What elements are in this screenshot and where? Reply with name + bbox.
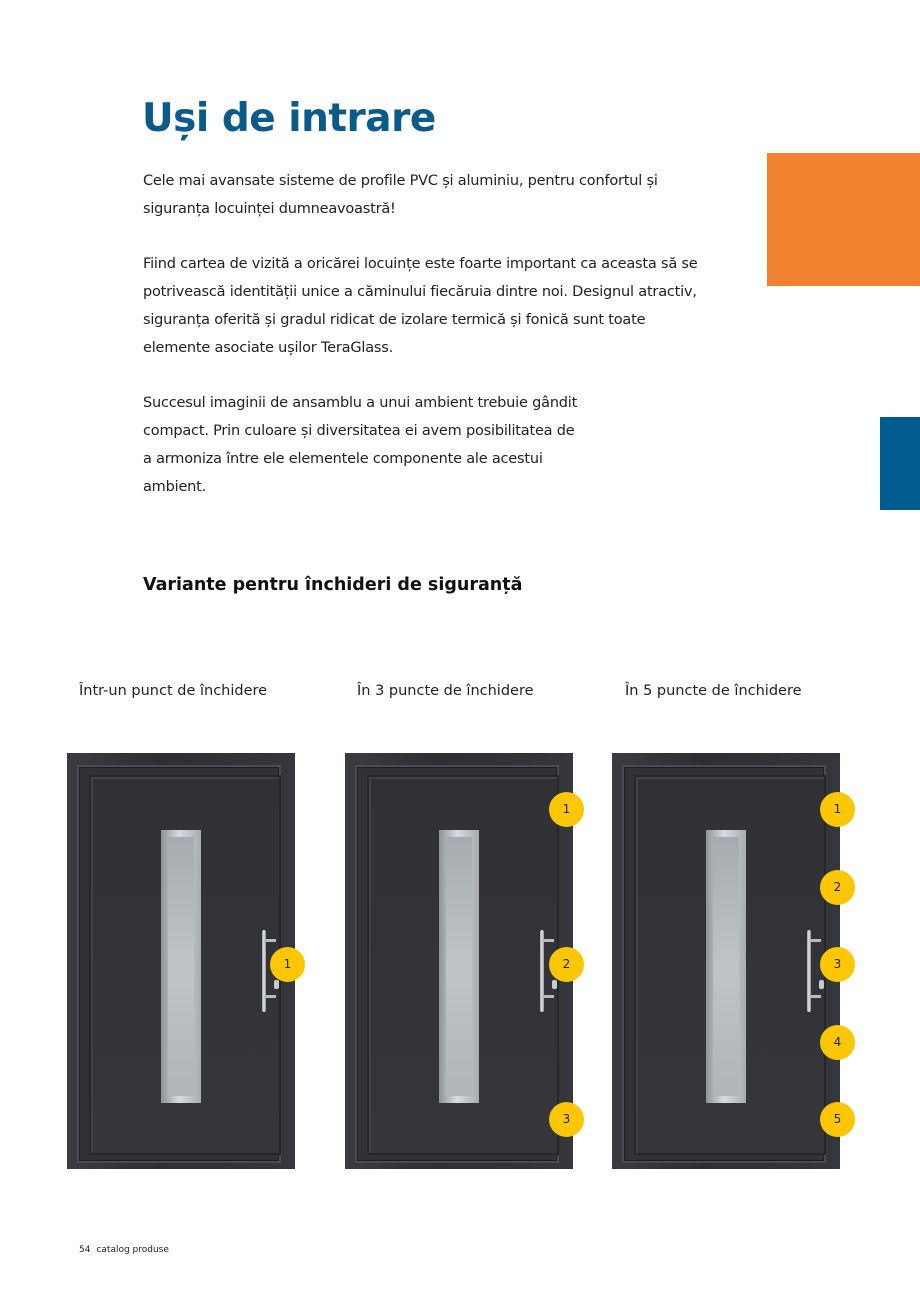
lock-cylinder <box>552 980 557 989</box>
description-paragraph: Fiind cartea de vizită a oricărei locuințe este foarte important ca aceasta să se potrivească identității unice a căminului fiecăruia dintre noi. Designul atractiv, siguranța oferită și gradul ridicat de izolare termică și fonică sunt toate elemente asociate ușilor TeraGlass. <box>143 256 698 356</box>
lock-point-marker: 5 <box>820 1102 855 1137</box>
door-image-5-points <box>612 753 840 1169</box>
glass-insert <box>706 830 746 1103</box>
variant-label-5-points: În 5 puncte de închidere <box>625 683 802 699</box>
handle-mount-bottom <box>264 995 276 998</box>
door-handle <box>262 930 266 1012</box>
lock-point-marker: 4 <box>820 1025 855 1060</box>
lock-point-marker: 2 <box>549 947 584 982</box>
section-tab-marker <box>880 417 920 510</box>
lock-point-marker: 1 <box>270 947 305 982</box>
page-footer <box>79 1245 175 1255</box>
handle-mount-top <box>264 939 276 942</box>
frosted-glass <box>168 837 194 1096</box>
ambient-paragraph: Succesul imaginii de ansamblu a unui ambient trebuie gândit compact. Prin culoare și diversitatea ei avem posibilitatea de a armoniza între ele elementele componente ale acestui ambient. <box>143 395 578 495</box>
handle-mount-bottom <box>542 995 554 998</box>
frosted-glass <box>713 837 739 1096</box>
door-handle <box>540 930 544 1012</box>
lock-point-marker: 2 <box>820 870 855 905</box>
lock-point-marker: 3 <box>820 947 855 982</box>
orange-accent-block <box>767 153 920 286</box>
lock-point-marker: 3 <box>549 1102 584 1137</box>
handle-mount-bottom <box>809 995 821 998</box>
intro-paragraph: Cele mai avansate sisteme de profile PVC și aluminiu, pentru confortul și siguranța locuinței dumneavoastră! <box>143 173 658 217</box>
handle-mount-top <box>809 939 821 942</box>
page-title: Uși de intrare <box>142 96 436 141</box>
glass-insert <box>161 830 201 1103</box>
lock-cylinder <box>819 980 824 989</box>
door-image-1-point <box>67 753 295 1169</box>
footer-section: catalog produse <box>96 1245 169 1255</box>
lock-cylinder <box>274 980 279 989</box>
lock-point-marker: 1 <box>820 792 855 827</box>
lock-point-marker: 1 <box>549 792 584 827</box>
door-handle <box>807 930 811 1012</box>
variant-label-3-points: În 3 puncte de închidere <box>357 683 534 699</box>
door-image-3-points <box>345 753 573 1169</box>
handle-mount-top <box>542 939 554 942</box>
section-subtitle: Variante pentru închideri de siguranță <box>143 575 523 595</box>
page-number: 54 <box>79 1245 91 1255</box>
glass-insert <box>439 830 479 1103</box>
variant-label-1-point: Într-un punct de închidere <box>79 683 268 699</box>
frosted-glass <box>446 837 472 1096</box>
